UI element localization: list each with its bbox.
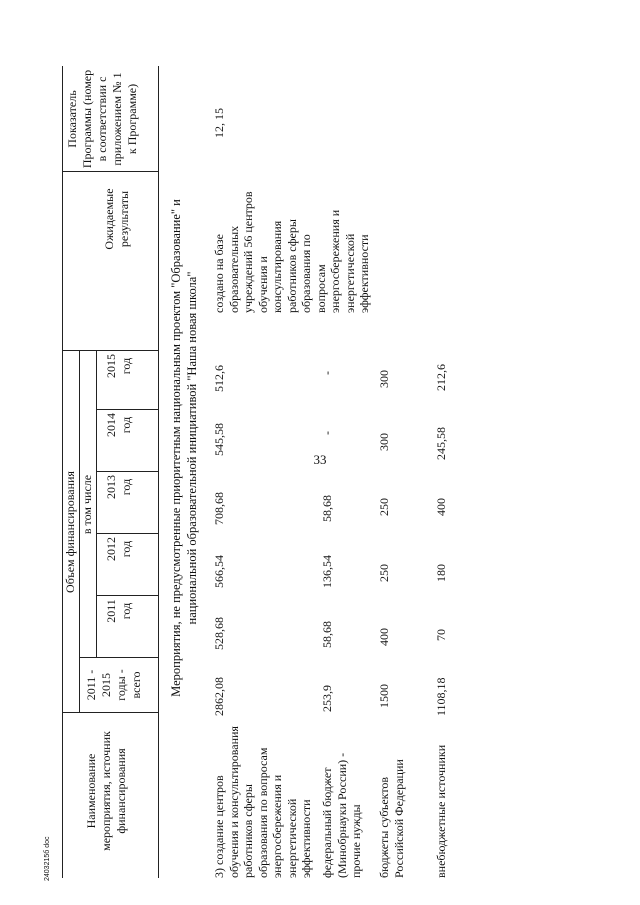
header-total: 2011 - 2015 годы - всего — [84, 669, 143, 701]
header-results: Ожидаемые результаты — [102, 188, 131, 250]
row1-y2013: 708,68 — [212, 492, 226, 525]
header-indicator: Показатель Программы (номер в соответствии с приложением № 1 к Программе) — [65, 69, 139, 169]
header-volume: Объем финансирования — [63, 471, 77, 593]
row1-y2012: 566,54 — [212, 555, 226, 588]
row4-y2014: 245,58 — [434, 427, 448, 460]
row2-y2011: 58,68 — [320, 621, 334, 648]
row4-y2015: 212,6 — [434, 364, 448, 391]
header-year-2011: 2011 год — [104, 599, 133, 623]
footer-code: 2403215б doc — [44, 836, 51, 881]
row3-y2011: 400 — [377, 628, 391, 646]
row3-y2012: 250 — [377, 564, 391, 582]
header-year-2015: 2015 год — [104, 354, 133, 378]
page-number: 33 — [313, 452, 327, 467]
row2-total: 253,9 — [320, 685, 334, 712]
row3-name: бюджеты субъектов Российской Федерации — [377, 759, 406, 878]
rotated-table — [62, 48, 640, 878]
row1-y2011: 528,68 — [212, 617, 226, 650]
row2-y2015: - — [320, 371, 334, 375]
row1-total: 2862,08 — [212, 677, 226, 716]
header-year-2014: 2014 год — [104, 413, 133, 437]
col-divider-results — [62, 171, 158, 172]
row2-y2012: 136,54 — [320, 555, 334, 588]
row2-y2014: - — [320, 431, 334, 435]
row4-name: внебюджетные источники — [434, 744, 448, 878]
row4-y2013: 400 — [434, 498, 448, 516]
header-including: в том числе — [80, 474, 94, 535]
row3-y2013: 250 — [377, 498, 391, 516]
row4-total: 1108,18 — [434, 677, 448, 716]
row1-y2014: 545,58 — [212, 423, 226, 456]
row1-indicator: 12, 15 — [212, 108, 226, 138]
row4-y2012: 180 — [434, 564, 448, 582]
header-bottom-border — [158, 66, 159, 878]
header-name: Наименование мероприятия, источник финансирования — [84, 731, 128, 851]
header-year-2012: 2012 год — [104, 537, 133, 561]
row2-y2013: 58,68 — [320, 495, 334, 522]
row1-name: 3) создание центров обучения и консультирования работников сферы образования по вопросам энергосбережения и энергетической эффективности — [212, 726, 313, 878]
row1-y2015: 512,6 — [212, 365, 226, 392]
row3-y2014: 300 — [377, 433, 391, 451]
section-title: Мероприятия, не предусмотренные приоритетным национальным проектом "Образование" и национальной образовательной инициативой "Наша новая школа" — [169, 199, 199, 697]
row1-result: создано на базе образовательных учреждений 56 центров обучения и консультирования работников сферы образования по вопросам энергосбережения и энергетической эффективности — [212, 191, 371, 313]
row3-total: 1500 — [377, 684, 391, 708]
row4-y2011: 70 — [434, 629, 448, 641]
row3-y2015: 300 — [377, 370, 391, 388]
header-including-divider — [96, 351, 97, 658]
row2-name: федеральный бюджет (Минобрнауки России) - прочие нужды — [320, 752, 363, 878]
header-year-2013: 2013 год — [104, 475, 133, 499]
